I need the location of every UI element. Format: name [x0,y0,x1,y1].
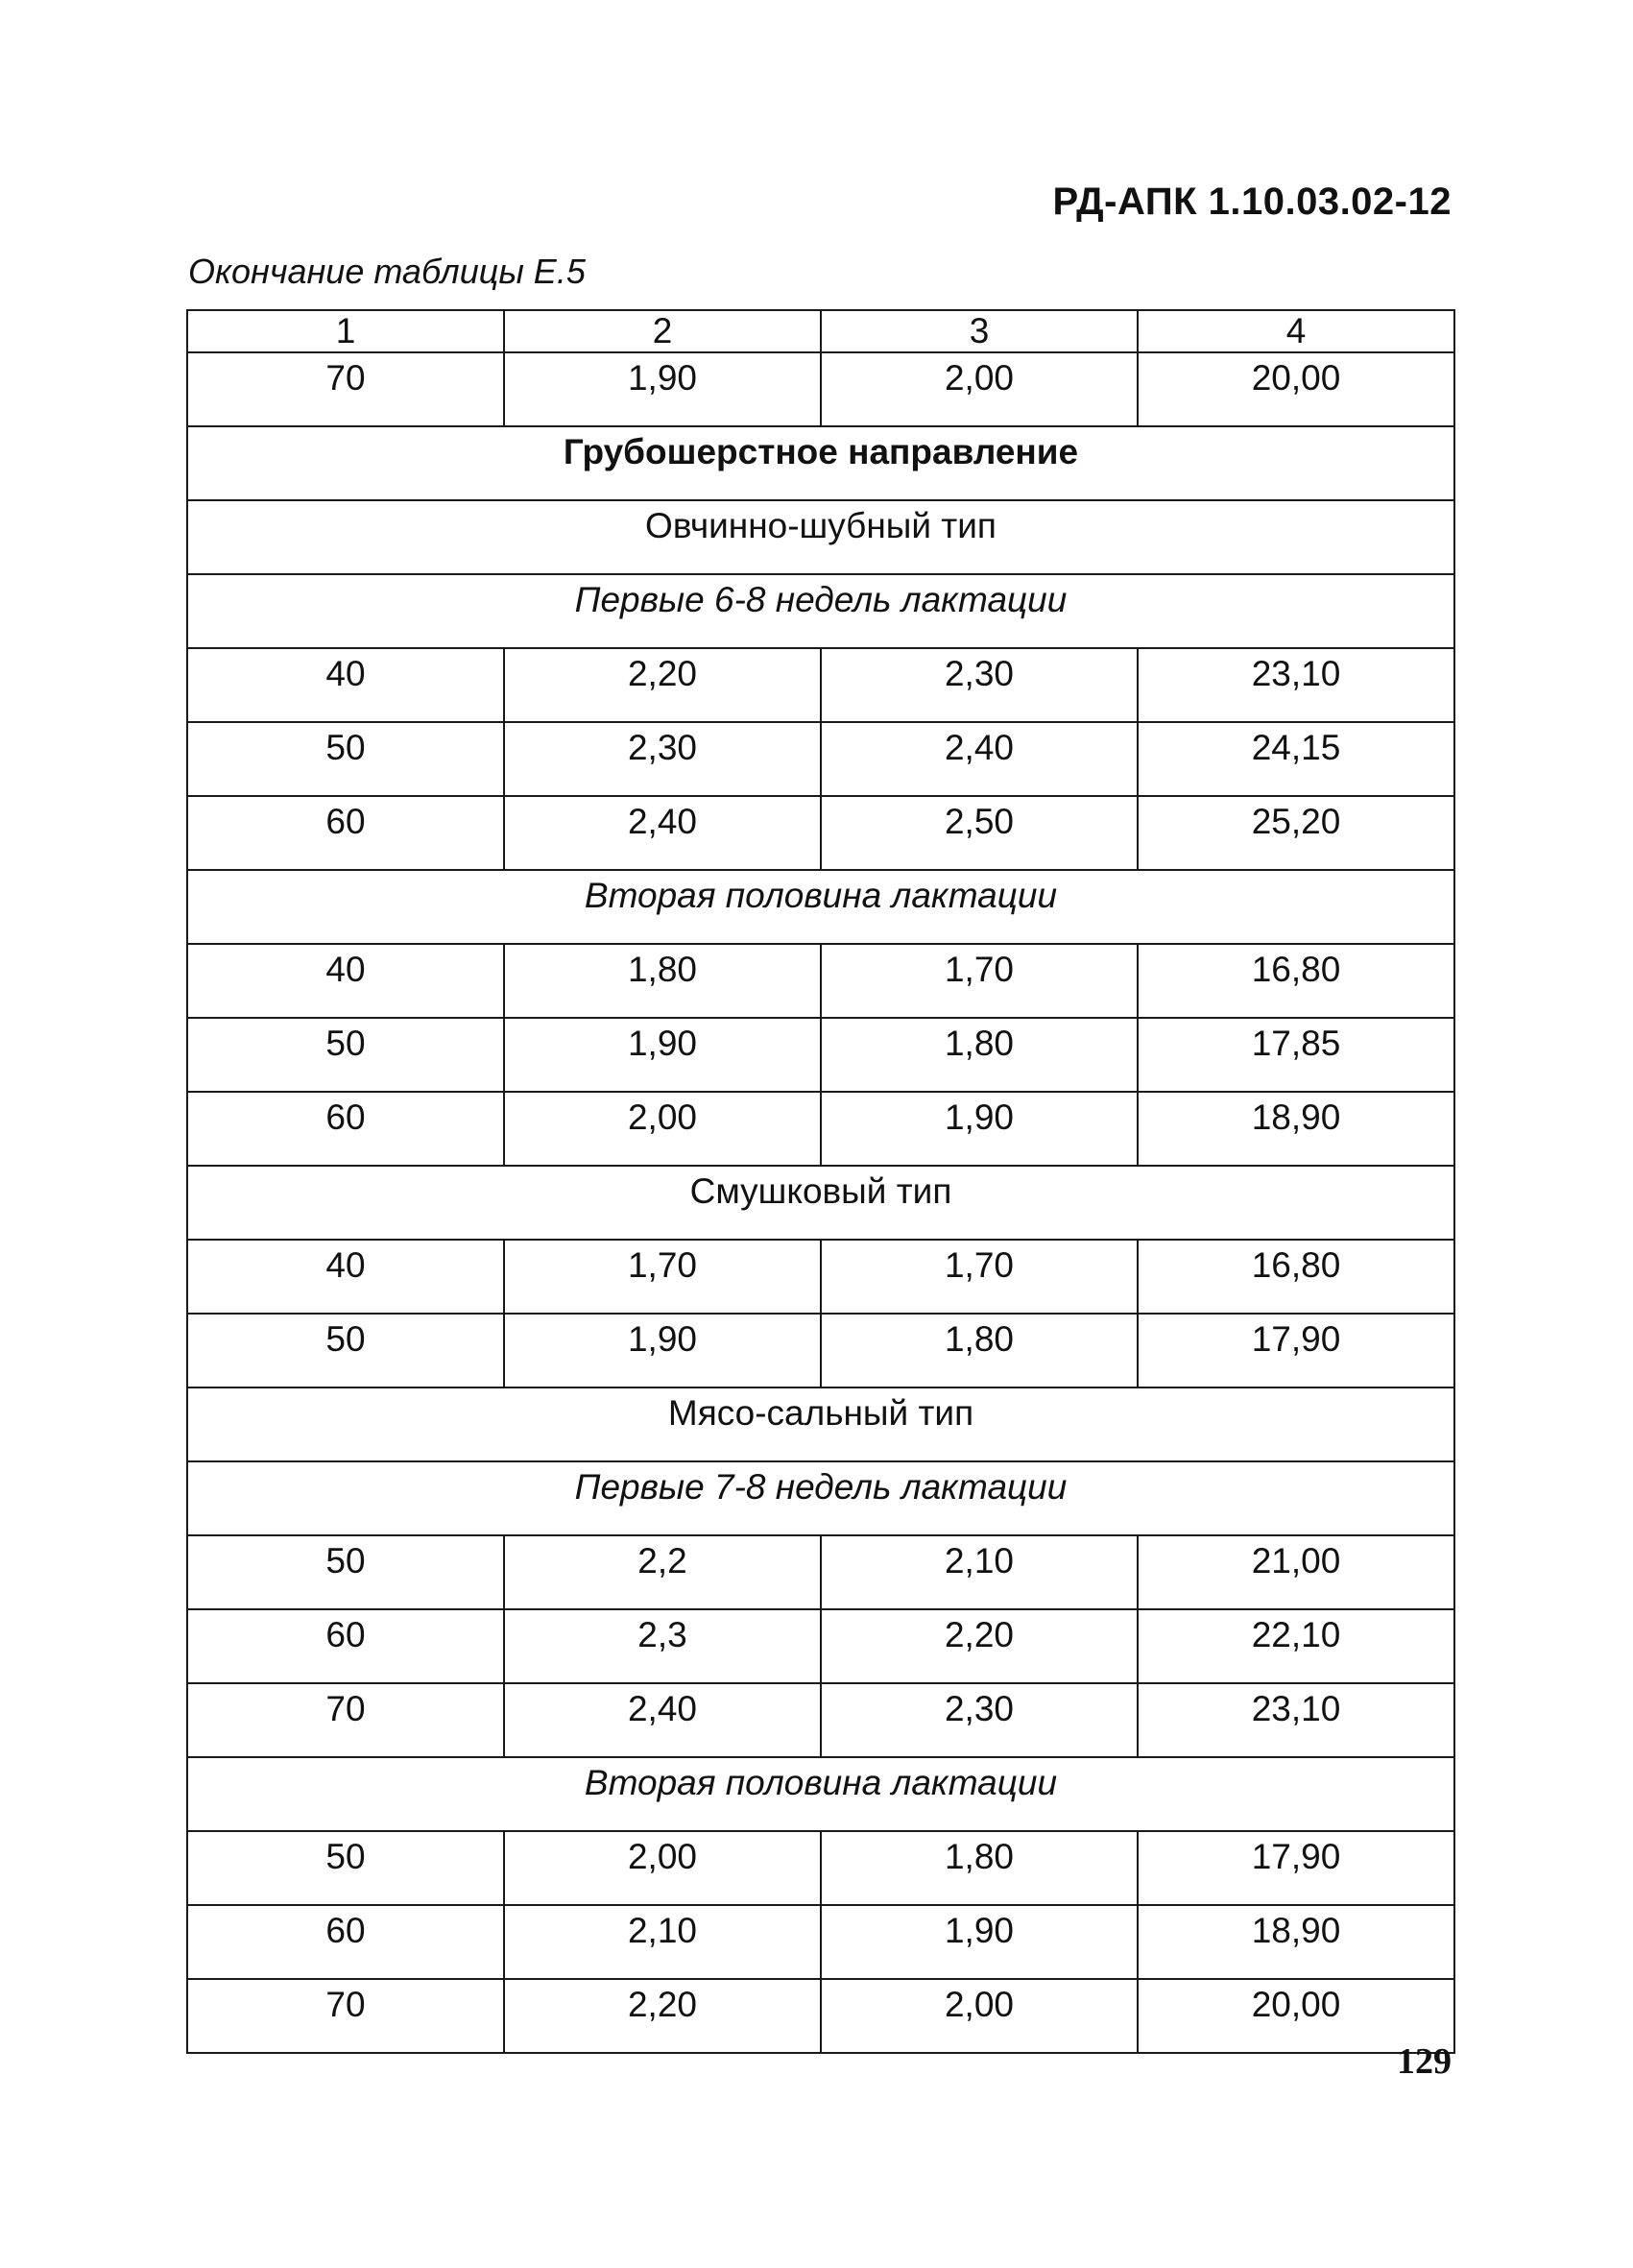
table-cell: 1,70 [821,944,1138,1018]
table-cell: 50 [187,722,504,796]
table-cell: 23,10 [1138,1683,1454,1757]
table-cell: 40 [187,648,504,722]
section-heading: Смушковый тип [187,1166,1454,1240]
section-heading-row [187,574,1454,648]
table-cell: 2,00 [821,1979,1138,2053]
table-cell: 1,90 [504,1018,821,1092]
table-body [187,310,1454,2053]
table-cell: 60 [187,1092,504,1166]
section-heading-row [187,426,1454,500]
table-cell: 2,40 [504,796,821,870]
section-heading: Овчинно-шубный тип [187,500,1454,574]
table-cell: 25,20 [1138,796,1454,870]
table-cell: 70 [187,352,504,426]
table-cell: 2,30 [504,722,821,796]
table-header-row [187,310,1454,352]
table-cell: 2,00 [504,1092,821,1166]
table-cell: 60 [187,796,504,870]
section-heading: Мясо-сальный тип [187,1387,1454,1461]
table-row [187,1240,1454,1314]
table-cell: 17,90 [1138,1314,1454,1387]
table-row [187,1683,1454,1757]
table-row [187,352,1454,426]
section-heading: Грубошерстное направление [187,426,1454,500]
table-row [187,1609,1454,1683]
section-heading-row [187,1757,1454,1831]
table-row [187,1092,1454,1166]
section-heading: Первые 6-8 недель лактации [187,574,1454,648]
table-cell: 1,90 [821,1905,1138,1979]
table-cell: 2,50 [821,796,1138,870]
table-row [187,722,1454,796]
table-cell: 50 [187,1314,504,1387]
table-cell: 2,30 [821,1683,1138,1757]
table-row [187,648,1454,722]
table-row [187,1535,1454,1609]
column-number-cell: 2 [504,310,821,352]
table-cell: 2,20 [504,1979,821,2053]
table-cell: 70 [187,1683,504,1757]
table-cell: 17,85 [1138,1018,1454,1092]
table-cell: 20,00 [1138,352,1454,426]
table-cell: 2,2 [504,1535,821,1609]
table-cell: 1,80 [821,1314,1138,1387]
table-cell: 2,20 [821,1609,1138,1683]
section-heading-row [187,870,1454,944]
table-cell: 2,30 [821,648,1138,722]
page-number: 129 [1397,2041,1452,2082]
table-cell: 2,10 [821,1535,1138,1609]
table-cell: 70 [187,1979,504,2053]
table-row [187,1979,1454,2053]
table-cell: 20,00 [1138,1979,1454,2053]
table-row [187,796,1454,870]
table-cell: 1,70 [821,1240,1138,1314]
table-cell: 23,10 [1138,648,1454,722]
table-cell: 50 [187,1831,504,1905]
table-cell: 17,90 [1138,1831,1454,1905]
section-heading: Вторая половина лактации [187,870,1454,944]
table-cell: 50 [187,1535,504,1609]
table-cell: 1,80 [504,944,821,1018]
table-row [187,1018,1454,1092]
table-cell: 16,80 [1138,944,1454,1018]
table-row [187,944,1454,1018]
table-cell: 1,80 [821,1018,1138,1092]
table-cell: 2,00 [821,352,1138,426]
table-caption: Окончание таблицы Е.5 [188,252,586,291]
table-cell: 1,90 [821,1092,1138,1166]
section-heading: Вторая половина лактации [187,1757,1454,1831]
column-number-cell: 1 [187,310,504,352]
table-cell: 24,15 [1138,722,1454,796]
table-cell: 60 [187,1609,504,1683]
table-cell: 40 [187,1240,504,1314]
table-cell: 60 [187,1905,504,1979]
column-number-cell: 4 [1138,310,1454,352]
section-heading-row [187,1387,1454,1461]
table-row [187,1905,1454,1979]
table-cell: 1,90 [504,1314,821,1387]
table-cell: 18,90 [1138,1092,1454,1166]
table-cell: 18,90 [1138,1905,1454,1979]
table-cell: 1,70 [504,1240,821,1314]
table-cell: 2,40 [504,1683,821,1757]
data-table [186,309,1455,2054]
section-heading-row [187,500,1454,574]
section-heading-row [187,1461,1454,1535]
table-cell: 2,00 [504,1831,821,1905]
table-cell: 21,00 [1138,1535,1454,1609]
table-cell: 16,80 [1138,1240,1454,1314]
section-heading: Первые 7-8 недель лактации [187,1461,1454,1535]
section-heading-row [187,1166,1454,1240]
table-cell: 22,10 [1138,1609,1454,1683]
document-code: РД-АПК 1.10.03.02-12 [1052,181,1452,223]
table-cell: 50 [187,1018,504,1092]
table-row [187,1831,1454,1905]
column-number-cell: 3 [821,310,1138,352]
table-cell: 2,20 [504,648,821,722]
table-cell: 1,80 [821,1831,1138,1905]
table-cell: 1,90 [504,352,821,426]
table-cell: 2,40 [821,722,1138,796]
table-cell: 40 [187,944,504,1018]
table-cell: 2,3 [504,1609,821,1683]
table-row [187,1314,1454,1387]
table-cell: 2,10 [504,1905,821,1979]
